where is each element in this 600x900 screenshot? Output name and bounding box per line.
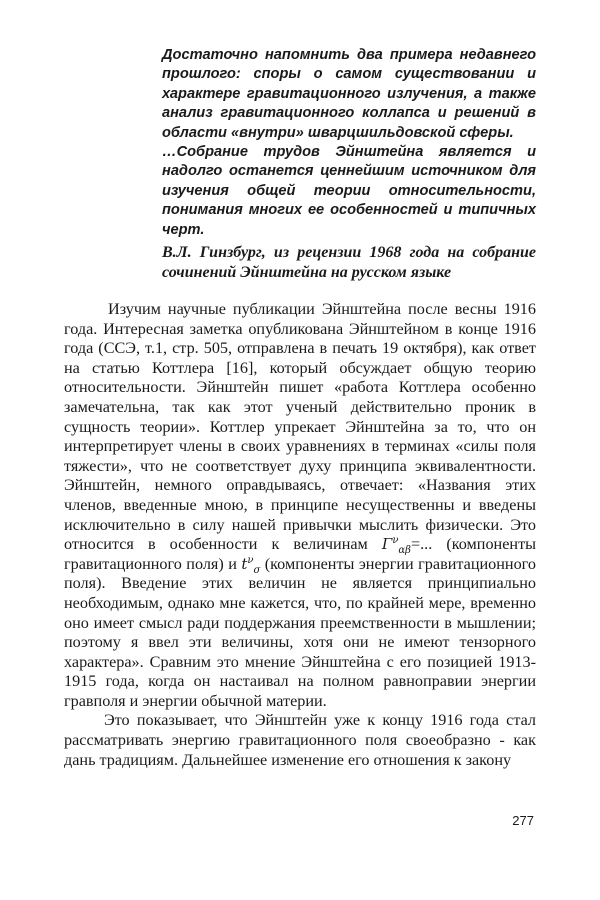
- t-letter: t: [241, 554, 248, 573]
- t-superscript: ν: [247, 554, 254, 566]
- christoffel-symbol: [381, 535, 411, 557]
- gamma-superscript: ν: [392, 535, 399, 547]
- gamma-letter: Γ: [381, 535, 393, 554]
- paragraph-1-text-start: Изучим научные публикации Эйнштейна после весны 1916 года. Интересная заметка опубликована Эйнштейном в конце 1916 года (ССЭ, т.1, стр. 505, отправлена в печать 19 октября), как ответ на статью Коттлера [16], который обсуждает общую теорию относительности. Эйнштейн пишет «работа Коттлера особенно замечательна, так как этот ученый действительно проник в сущность теории». Коттлер упрекает Эйнштейна за то, что он интерпретирует члены в своих уравнениях в терминах «силы поля тяжести», что не соответствует духу принципа эквивалентности. Эйнштейн, немного оправдываясь, отвечает: «Названия этих членов, введенные мною, в принципе несущественны и введены исключительно в силу нашей привычки мыслить физически. Это относится в особенности к величинам: [64, 300, 536, 554]
- gamma-suffix: =...: [410, 535, 433, 554]
- gamma-subscript: αβ: [398, 545, 411, 557]
- epigraph-attribution: В.Л. Гинзбург, из рецензии 1968 года на собрание сочинений Эйнштейна на русском языке: [162, 244, 536, 281]
- t-subscript: σ: [253, 564, 261, 576]
- epigraph-paragraph-2: …Собрание трудов Эйнштейна является и надолго останется ценнейшим источником для изучения общей теории относительности, понимания многих ее особенностей и типичных черт.: [162, 144, 536, 238]
- energy-pseudotensor-symbol: [241, 554, 261, 576]
- body-paragraph-2: Это показывает, что Эйнштейн уже к концу 1916 года стал рассматривать энергию гравитационного поля своеобразно - как дань традициям. Дальнейшее изменение его отношения к закону: [64, 711, 536, 769]
- main-text: [64, 300, 536, 770]
- epigraph-paragraph-1: Достаточно напомнить два примера недавнего прошлого: споры о самом существовании и характере гравитационного излучения, а также анализ гравитационного коллапса и решений в области «внутри» шварцшильдовской сферы.: [162, 47, 536, 141]
- page-number: 277: [512, 813, 534, 828]
- body-paragraph-1: [64, 300, 536, 711]
- paragraph-1-text-middle: (компоненты гравитационного поля) и: [64, 535, 537, 573]
- epigraph-quote: [162, 46, 536, 240]
- paragraph-1-text-end: (компоненты энергии гравитационного поля). Введение этих величин не является принципиально необходимым, однако мне кажется, что, по крайней мере, временно оно имеет смысл ради поддержания преемственности в мышлении; поэтому я ввел эти величины, хотя они не имеют тензорного характера». Сравним это мнение Эйнштейна с его позицией 1913-1915 года, когда он настаивал на полном равноправии энергии гравполя и энергии обычной материи.: [64, 554, 537, 710]
